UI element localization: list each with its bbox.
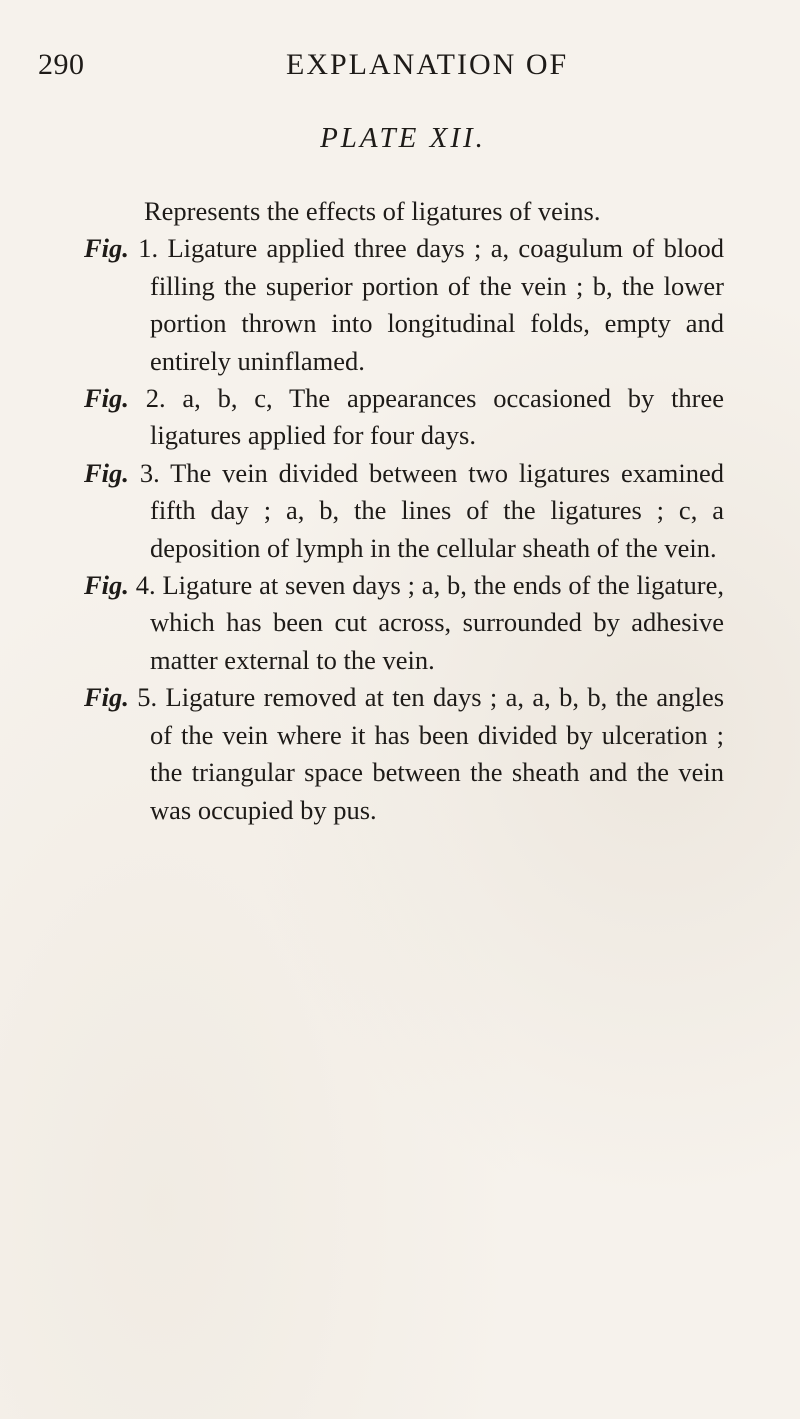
figure-entry-3	[84, 455, 724, 567]
figure-number: 1.	[138, 233, 159, 264]
figure-entry-2	[84, 380, 724, 455]
figure-label: Fig.	[84, 457, 129, 488]
figure-description: Ligature applied three days ; a, coagulum of blood filling the superior portion of the vein ; b, the lower portion thrown into longitudinal folds, empty and entirely uninflamed.	[150, 233, 725, 376]
intro-sentence: Represents the effects of ligatures of veins.	[144, 196, 601, 226]
figure-description: a, b, c, The appearances occasioned by three ligatures applied for four days.	[150, 383, 725, 451]
figure-number: 5.	[137, 682, 158, 713]
running-head	[38, 48, 778, 88]
figure-description: Ligature at seven days ; a, b, the ends of the ligature, which has been cut across, surrounded by adhesive matter external to the vein.	[150, 570, 725, 675]
figure-number: 4.	[135, 570, 156, 601]
figure-label: Fig.	[84, 233, 129, 264]
figure-label: Fig.	[84, 383, 129, 414]
figure-entry-4	[84, 567, 724, 679]
figure-description: Ligature removed at ten days ; a, a, b, b, the angles of the vein where it has been divided by ulceration ; the triangular space between the sheath and the vein was occupied by pus.	[150, 682, 725, 825]
figure-description: The vein divided between two ligatures examined fifth day ; a, b, the lines of the ligatures ; c, a deposition of lymph in the cellular sheath of the vein.	[150, 457, 724, 563]
page-number: 290	[38, 48, 85, 81]
figure-number: 3.	[139, 457, 160, 488]
figure-label: Fig.	[84, 682, 129, 713]
figure-number: 2.	[145, 383, 166, 414]
figure-entry-1	[84, 230, 724, 380]
plate-explanation	[84, 193, 724, 829]
running-header-title: EXPLANATION OF	[286, 48, 569, 81]
plate-title: PLATE XII.	[320, 122, 486, 154]
figure-entry-5	[84, 679, 724, 829]
figure-label: Fig.	[84, 570, 129, 601]
